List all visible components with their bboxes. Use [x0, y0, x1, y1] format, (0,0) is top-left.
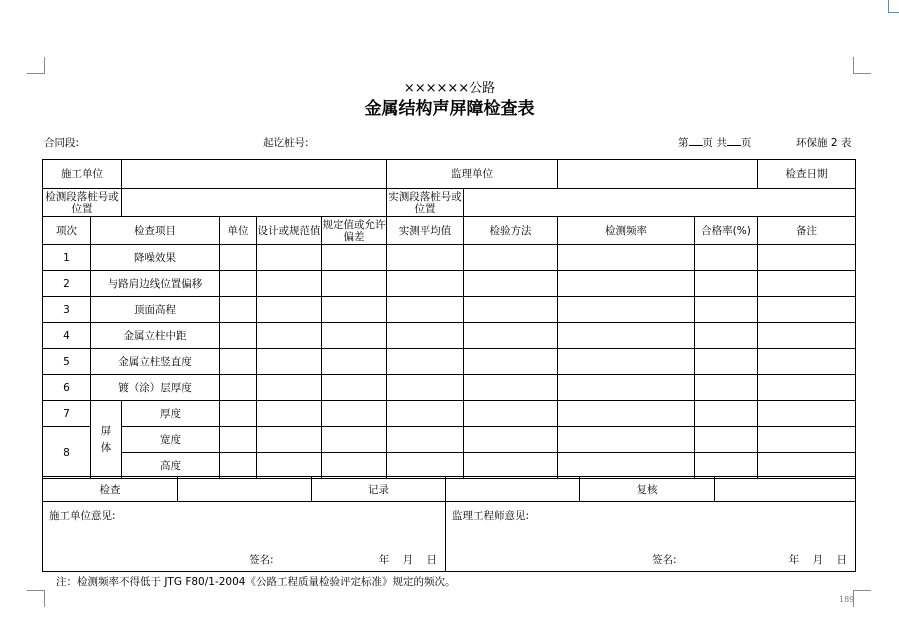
- cell-tolerance[interactable]: [322, 245, 387, 271]
- cell-remark[interactable]: [758, 245, 856, 271]
- cell-unit[interactable]: [220, 323, 257, 349]
- cell-unit[interactable]: [220, 427, 257, 453]
- table-row: [43, 349, 856, 375]
- row-no-7: 7: [43, 401, 91, 427]
- cell-method[interactable]: [464, 323, 558, 349]
- cell-measured-avg[interactable]: [387, 375, 464, 401]
- cell-design[interactable]: [257, 323, 322, 349]
- cell-design[interactable]: [257, 297, 322, 323]
- col-remark: 备注: [758, 217, 856, 245]
- page-counter: [678, 135, 751, 150]
- cell-pass-rate[interactable]: [695, 453, 758, 479]
- opinion-row: [43, 502, 856, 572]
- cell-pass-rate[interactable]: [695, 297, 758, 323]
- col-tolerance: 规定值或允许偏差: [322, 218, 386, 243]
- cell-tolerance[interactable]: [322, 323, 387, 349]
- col-method: 检验方法: [464, 217, 558, 245]
- cell-frequency[interactable]: [558, 453, 695, 479]
- supervisor-label: 监理单位: [387, 160, 558, 189]
- row-no: 1: [43, 245, 91, 271]
- cell-measured-avg[interactable]: [387, 427, 464, 453]
- crop-mark-top-right: [853, 57, 871, 74]
- cell-frequency[interactable]: [558, 271, 695, 297]
- col-measured-avg: 实测平均值: [387, 217, 464, 245]
- cell-method[interactable]: [464, 245, 558, 271]
- cell-design[interactable]: [257, 401, 322, 427]
- contractor-label: 施工单位: [43, 160, 122, 189]
- check-label: 检查: [43, 477, 178, 502]
- cell-method[interactable]: [464, 453, 558, 479]
- crop-mark-bottom-right: [853, 590, 871, 607]
- record-value[interactable]: [446, 477, 580, 502]
- contract-section-label: 合同段:: [44, 137, 80, 149]
- row-item: 降噪效果: [91, 245, 220, 271]
- row-item: 金属立柱中距: [91, 323, 220, 349]
- info-row-2: [43, 189, 856, 217]
- cell-frequency[interactable]: [558, 323, 695, 349]
- col-design: 设计或规范值: [257, 217, 322, 245]
- supervisor-value[interactable]: [558, 160, 758, 189]
- cell-measured-avg[interactable]: [387, 297, 464, 323]
- crop-mark-bottom-left: [27, 590, 45, 607]
- contractor-sign-label: 签名:: [249, 554, 274, 566]
- cell-pass-rate[interactable]: [695, 271, 758, 297]
- table-row: [43, 401, 856, 427]
- page-number: 189: [839, 595, 855, 604]
- cell-measured-avg[interactable]: [387, 245, 464, 271]
- cell-remark[interactable]: [758, 271, 856, 297]
- row-no-8: 8: [43, 427, 91, 479]
- cell-method[interactable]: [464, 349, 558, 375]
- row-no: 5: [43, 349, 91, 375]
- cell-method[interactable]: [464, 375, 558, 401]
- table-row: [43, 271, 856, 297]
- cell-frequency[interactable]: [558, 349, 695, 375]
- cell-measured-avg[interactable]: [387, 271, 464, 297]
- cell-unit[interactable]: [220, 245, 257, 271]
- cell-tolerance[interactable]: [322, 271, 387, 297]
- screen-body-label: 屏体: [91, 401, 122, 479]
- cell-tolerance[interactable]: [322, 427, 387, 453]
- cell-method[interactable]: [464, 401, 558, 427]
- row-no: 3: [43, 297, 91, 323]
- footnote: 注：检测频率不得低于 JTG F80/1-2004《公路工程质量检验评定标准》规定的频次。: [56, 576, 456, 588]
- page-prefix: 第: [678, 137, 689, 149]
- test-section-value[interactable]: [122, 189, 387, 217]
- page-mid: 页 共: [702, 137, 727, 149]
- row-item: 宽度: [122, 427, 220, 453]
- cell-remark[interactable]: [758, 375, 856, 401]
- page-blank: [689, 136, 703, 146]
- cell-design[interactable]: [257, 427, 322, 453]
- col-pass-rate: 合格率(%): [695, 217, 758, 245]
- cell-frequency[interactable]: [558, 401, 695, 427]
- row-no: 2: [43, 271, 91, 297]
- col-no: 项次: [43, 217, 91, 245]
- col-item: 检查项目: [91, 217, 220, 245]
- review-label: 复核: [580, 477, 715, 502]
- actual-section-label: 实测段落桩号或位置: [388, 190, 462, 215]
- table-row: [43, 323, 856, 349]
- cell-tolerance[interactable]: [322, 375, 387, 401]
- cell-remark[interactable]: [758, 297, 856, 323]
- cell-pass-rate[interactable]: [695, 245, 758, 271]
- form-title: 金属结构声屏障检查表: [364, 99, 535, 119]
- cell-design[interactable]: [257, 245, 322, 271]
- cell-remark[interactable]: [758, 323, 856, 349]
- page-corner-marker: [888, 0, 899, 13]
- cell-unit[interactable]: [220, 401, 257, 427]
- cell-measured-avg[interactable]: [387, 453, 464, 479]
- table-row: [43, 297, 856, 323]
- check-value[interactable]: [178, 477, 312, 502]
- cell-design[interactable]: [257, 271, 322, 297]
- col-frequency: 检测频率: [558, 217, 695, 245]
- cell-unit[interactable]: [220, 297, 257, 323]
- total-blank: [727, 136, 741, 146]
- cell-pass-rate[interactable]: [695, 349, 758, 375]
- row-item: 与路肩边线位置偏移: [91, 271, 220, 297]
- row-item: 顶面高程: [91, 297, 220, 323]
- cell-unit[interactable]: [220, 453, 257, 479]
- row-item: 高度: [122, 453, 220, 479]
- cell-frequency[interactable]: [558, 375, 695, 401]
- crop-mark-top-left: [27, 57, 45, 74]
- inspection-table: [42, 159, 856, 479]
- engineer-opinion[interactable]: [446, 502, 856, 572]
- row-item: 金属立柱竖直度: [91, 349, 220, 375]
- cell-remark[interactable]: [758, 427, 856, 453]
- cell-remark[interactable]: [758, 401, 856, 427]
- row-item: 厚度: [122, 401, 220, 427]
- road-name: ××××××公路: [403, 81, 496, 96]
- page-suffix: 页: [740, 137, 752, 149]
- cell-pass-rate[interactable]: [695, 427, 758, 453]
- cell-tolerance[interactable]: [322, 297, 387, 323]
- cell-pass-rate[interactable]: [695, 401, 758, 427]
- record-label: 记录: [312, 477, 446, 502]
- test-section-label: 检测段落桩号或位置: [43, 189, 122, 217]
- cell-design[interactable]: [257, 453, 322, 479]
- cell-tolerance[interactable]: [322, 401, 387, 427]
- engineer-date-label: 年 月 日: [788, 554, 847, 566]
- cell-method[interactable]: [464, 427, 558, 453]
- cell-tolerance[interactable]: [322, 453, 387, 479]
- signoff-table: [42, 476, 856, 572]
- cell-unit[interactable]: [220, 271, 257, 297]
- column-header-row: [43, 217, 856, 245]
- col-unit: 单位: [220, 217, 257, 245]
- form-code: 环保施 2 表: [796, 137, 852, 149]
- cell-remark[interactable]: [758, 349, 856, 375]
- signoff-row: [43, 477, 856, 502]
- review-value[interactable]: [715, 477, 856, 502]
- cell-remark[interactable]: [758, 453, 856, 479]
- actual-section-value[interactable]: [464, 189, 856, 217]
- cell-measured-avg[interactable]: [387, 349, 464, 375]
- cell-frequency[interactable]: [558, 297, 695, 323]
- table-row: [43, 375, 856, 401]
- cell-unit[interactable]: [220, 349, 257, 375]
- row-no: 6: [43, 375, 91, 401]
- engineer-sign-label: 签名:: [652, 554, 677, 566]
- contractor-opinion[interactable]: [43, 502, 446, 572]
- cell-pass-rate[interactable]: [695, 375, 758, 401]
- table-row: [43, 245, 856, 271]
- cell-measured-avg[interactable]: [387, 401, 464, 427]
- contractor-date-label: 年 月 日: [378, 554, 437, 566]
- cell-method[interactable]: [464, 271, 558, 297]
- cell-frequency[interactable]: [558, 427, 695, 453]
- cell-unit[interactable]: [220, 375, 257, 401]
- table-row: [43, 453, 856, 479]
- cell-measured-avg[interactable]: [387, 323, 464, 349]
- cell-design[interactable]: [257, 349, 322, 375]
- cell-method[interactable]: [464, 297, 558, 323]
- cell-pass-rate[interactable]: [695, 323, 758, 349]
- stake-range-label: 起讫桩号:: [263, 137, 309, 149]
- cell-design[interactable]: [257, 375, 322, 401]
- contractor-value[interactable]: [122, 160, 387, 189]
- cell-tolerance[interactable]: [322, 349, 387, 375]
- contractor-opinion-label: 施工单位意见:: [49, 510, 116, 522]
- inspect-date-label: 检查日期: [758, 160, 856, 189]
- info-row-1: [43, 160, 856, 189]
- table-row: [43, 427, 856, 453]
- cell-frequency[interactable]: [558, 245, 695, 271]
- engineer-opinion-label: 监理工程师意见:: [452, 510, 530, 522]
- row-no: 4: [43, 323, 91, 349]
- row-item: 镀（涂）层厚度: [91, 375, 220, 401]
